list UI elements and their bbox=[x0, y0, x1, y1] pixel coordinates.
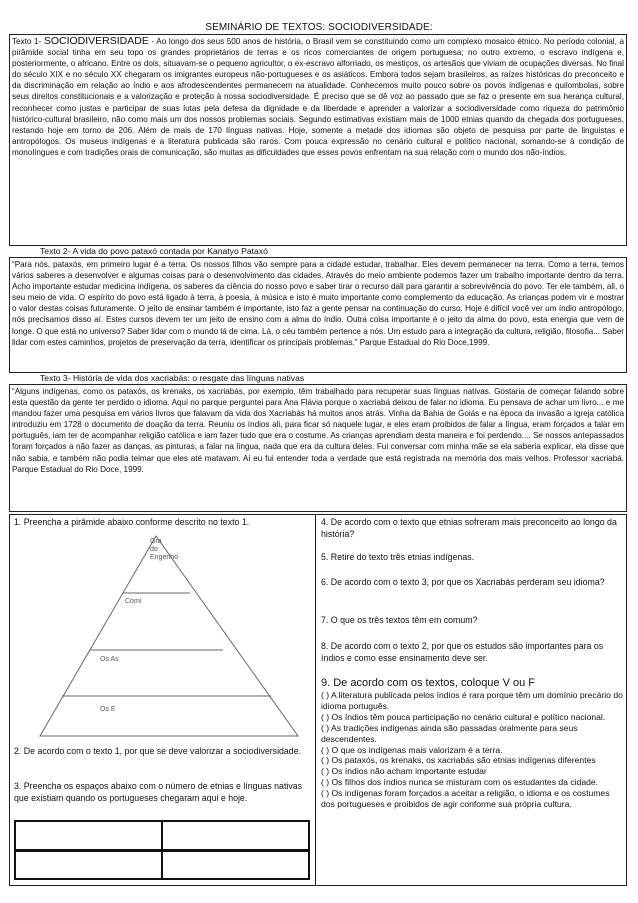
text2-label: Texto 2- A vida do povo pataxó contada por Kanatyo Pataxó bbox=[40, 246, 268, 256]
question-5: 5. Retire do texto três etnias indígenas. bbox=[321, 552, 475, 562]
vf-item: ( ) Os índios não acham importante estudar bbox=[321, 766, 487, 777]
vf-item: ( ) Os indígenas foram forçados a aceitar a religião, o idioma e os costumes dos portugueses e proibidos de agir conforme sua própria cultura. bbox=[321, 788, 610, 810]
answer-table-column-divider bbox=[161, 822, 163, 878]
vf-item: ( ) Os pataxós, os krenaks, os xacriabás são etnias indígenas diferentes bbox=[321, 755, 596, 766]
answer-table[interactable] bbox=[14, 820, 310, 880]
question-2: 2. De acordo com o texto 1, por que se deve valorizar a sociodiversidade. bbox=[14, 746, 302, 756]
question-6: 6. De acordo com o texto 3, por que os Xacriabás perderam seu idioma? bbox=[321, 577, 605, 587]
text3-label: Texto 3- História de vida dos xacriabás: o resgate das línguas nativas bbox=[40, 373, 305, 383]
pyramid-label-6: Os E bbox=[100, 706, 116, 713]
pyramid-outline bbox=[40, 536, 298, 736]
text1-body: - Ao longo dos seus 500 anos de história, o Brasil vem se constituindo como um complexo mosaico étnico. No período colonial, a pirâmide social tinha em seu topo os grandes proprietários de terras e os ricos comerciantes de origem portuguesa; no outro extremo, o escravo indígena e, posteriormente, o africano. Entre os dois, situavam-se o pequeno agricultor, o ex-escravo alforriado, os mestiços, os artesãos que viviam de ocupações diversas. No final do século XIX e no século XX chegaram os imigrantes europeus não-portugueses e os asiáticos. Embora todos sejam brasileiros, as raízes históricas do preconceito e da discriminação em relação ao índio e aos afrodescendentes permanecem na atualidade. Conhecemos muito pouco sobre os povos indígenas e quilombolas, sobre seus direitos constitucionais e a valorização e proteção à nossa sociodiversidade. É preciso que se dê voz ao passado que se faz o presente em sua herança cultural, reconhecer como justas e participar de suas lutas pela defesa da dignidade e da liberdade e aprender a valorizar a sociodiversidade como riqueza do patrimônio histórico-cultural brasileiro, não como mais um dos nossos problemas sociais. Segundo estimativas existiam mais de 1000 etnias quando da chegada dos portugueses, restando hoje em torno de 206. Além de mais de 170 línguas nativas. Hoje, somente a metade dos idiomas são objeto de pesquisa por parte de linguistas e antropólogos. Os museus indígenas e a literatura publicada são raros. Com pouca expressão no cenário cultural e político nacional, somando-se à condição de monolíngues e com tradições orais de comunicação, são muitas as dificuldades que esses povos enfrentam na sua relação com o mundo dos não-índios. bbox=[12, 37, 624, 157]
text1-label: Texto 1- bbox=[12, 37, 42, 46]
vf-item: ( ) O que os indígenas mais valorizam é a terra. bbox=[321, 744, 503, 755]
text2-body: “Para nós, pataxós, em primeiro lugar é a terra. Os nossos filhos vão sempre para a cidade estudar, trabalhar. Eles devem permanecer na terra. Como a terra, temos vários saberes a desenvolver e algumas coisas para o desenvolvimento das cidades. Através do meio ambiente podemos fazer um trabalho importante dentro da terra. Acho importante estudar medicina indígena, os saberes da ciência do nosso povo e saber tirar o recurso dali para garantir a sobrevivência do povo. Ter ele também, ali, o seu meio de vida. O espírito do povo está ligado à terra, à poesia, à música e isto é muito importante como complemento da educação. As crianças podem vir e mostrar o valor destas coisas futuramente. O jeito de ensinar também é importante, isto faz a gente pensar na continuação do curso. Hoje é difícil você ver um índio antropólogo, nós precisamos disso aí. Estes cursos devem ter um jeito de ensino com a alma do índio. Outra coisa importante é o jeito da alma do povo, esta energia que vem de longe. O que está no universo? Saber lidar com o mundo lá de cima. Lá, o céu também pertence a nós. Um estudo para a integração da cultura, religião, filosofia... Saber lidar com estes caminhos, projetos de preservação da terra, identificar os principais problemas.” Parque Estadual do Rio Doce,1999. bbox=[12, 260, 624, 347]
pyramid-label-5: Os As bbox=[100, 656, 119, 663]
true-false-list bbox=[321, 690, 623, 810]
text1-heading: SOCIODIVERSIDADE bbox=[43, 35, 149, 47]
vf-item: ( ) As tradições indígenas ainda são passadas oralmente para seus descendentes. bbox=[321, 722, 578, 744]
pyramid-label-3: Engenho bbox=[150, 554, 179, 561]
text3-box bbox=[9, 384, 627, 512]
pyramid-label-1: Gra bbox=[150, 538, 162, 545]
vf-item: ( ) A literatura publicada pelos índios é rara porque têm um domínio precário do idioma português. bbox=[321, 690, 623, 711]
pyramid-label-2: do bbox=[150, 546, 158, 553]
text1-box bbox=[9, 34, 627, 246]
question-3: 3. Preencha os espaços abaixo com o número de etnias e línguas nativas que existiam quando os portugueses chegaram aqui e hoje. bbox=[14, 781, 303, 803]
text1-paragraph bbox=[12, 36, 624, 158]
question-7: 7. O que os três textos têm em comum? bbox=[321, 615, 478, 625]
page-title: SEMINÁRIO DE TEXTOS: SOCIODIVERSIDADE: bbox=[205, 22, 433, 33]
text2-box bbox=[9, 257, 627, 373]
text3-body: “Alguns indígenas, como os pataxós, os krenaks, os xacriabás, por exemplo, têm trabalhado para recuperar suas línguas nativas. Gostaria de começar falando sobre esta questão da gente ter perdido o idioma. Aqui no parque perguntei para Ana Flávia porque o xacriabá deixou de falar no idioma. Eu pensava de achar um livro... e me mandou fazer uma pesquisa em vários livros que falavam da vida dos Xacriabás há muitos anos atrás. Vinha da Bahia de Goiás e na época da invasão a igreja católica introduziu em 1728 o documento de doação da terra. Reuniu os índios ali, para ficar só naquele lugar, e eles eram proibidos de falar a língua, eram forçados a falar em português, iam ter de acompanhar religião católica e iam fazer tudo que era o costume. As crianças aprendiam desta maneira e foi perdendo.... Se nossos antepassados foram forçados a não fazer as danças, as pinturas, a falar na língua, nada que era da cultura deles. Fui conversar com minha mãe se ela saberia explicar, ela disse que não sabia, e também não podia teimar que eles até matavam. Aí eu fui entender toda a verdade que está registrada na memória dos mais velhos. Professor xacriabá. Parque Estadual do Rio Doce, 1999. bbox=[12, 387, 624, 474]
question-1: 1. Preencha a pirâmide abaixo conforme descrito no texto 1. bbox=[14, 517, 250, 527]
question-8: 8. De acordo com o texto 2, por que os estudos são importantes para os índios e como esse ensinamento deve ser. bbox=[321, 641, 604, 663]
pyramid-label-4: Comi bbox=[125, 598, 142, 605]
vf-item: ( ) Os índios têm pouca participação no cenário cultural e político nacional. bbox=[321, 711, 606, 722]
question-9: 9. De acordo com os textos, coloque V ou F bbox=[321, 677, 536, 689]
vf-item: ( ) Os filhos dos índios nunca se misturam com os estudantes da cidade. bbox=[321, 777, 599, 788]
question-4: 4. De acordo com o texto que etnias sofreram mais preconceito ao longo da história? bbox=[321, 517, 617, 539]
